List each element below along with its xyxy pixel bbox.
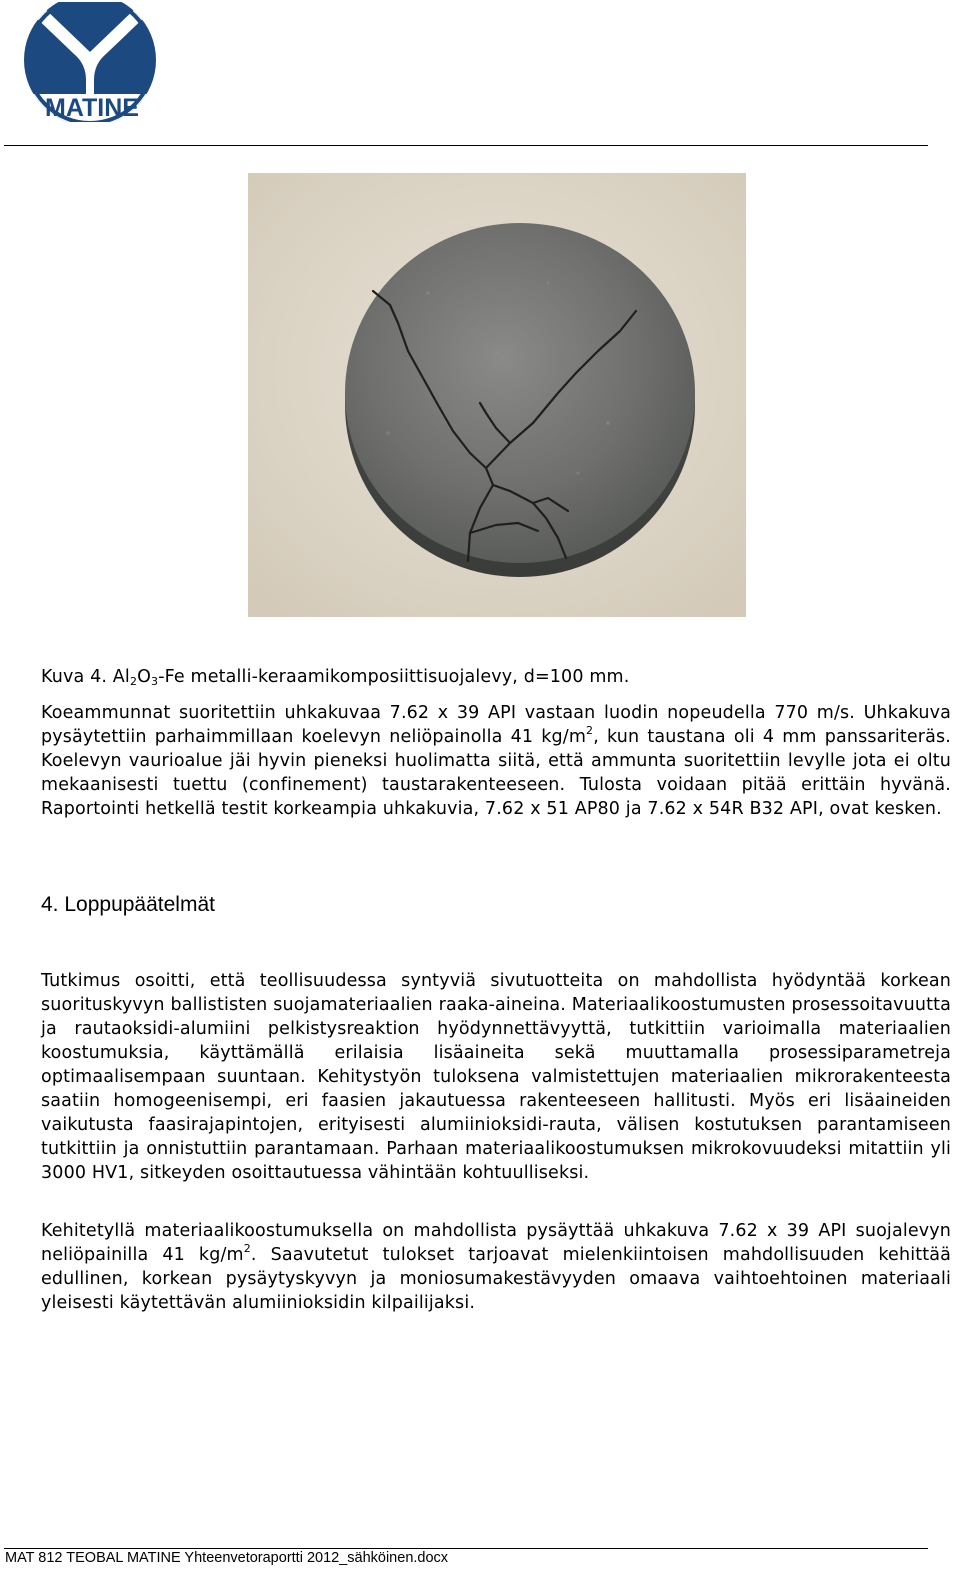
matine-logo (22, 2, 162, 122)
caption-sub-1: 2 (129, 675, 138, 688)
figure-caption (41, 665, 951, 689)
paragraph-summary-part1: Kehitetyllä materiaalikoostumuksella on mahdollista pysäyttää uhkakuva 7.62 x 39 API suojalevyn neliöpainilla 41 kg/m (41, 1221, 951, 1265)
paragraph-summary (41, 1219, 951, 1315)
caption-sub-2: 3 (151, 675, 159, 688)
caption-prefix: Kuva 4. Al (41, 667, 130, 687)
logo-text: MATINE (45, 94, 139, 122)
paragraph-results (41, 701, 951, 821)
header-divider (4, 145, 928, 146)
paragraph-results-part1: Koeammunnat suoritettiin uhkakuvaa 7.62 x 39 API vastaan luodin nopeudella 770 m/s. Uhkakuva pysäytettiin parhaimmillaan koelevyn neliöpainolla 41 kg/m (41, 703, 951, 747)
cracked-disc-photo (248, 173, 746, 617)
caption-suffix: -Fe metalli-keraamikomposiittisuojalevy, d=100 mm. (158, 667, 630, 687)
paragraph-results-part2: , kun taustana oli 4 mm panssariteräs. Koelevyn vaurioalue jäi hyvin pieneksi huolimatta siitä, että ammunta suoritettiin levylle jota ei oltu mekaanisesti tuettu (confinement) taustarakenteeseen. Tulosta voidaan pitää erittäin hyvänä. Raportointi hetkellä testit korkeampia uhkakuvia, 7.62 x 51 AP80 ja 7.62 x 54R B32 API, ovat kesken. (41, 727, 951, 819)
superscript-2: 2 (243, 1242, 251, 1255)
paragraph-summary-part2: . Saavutetut tulokset tarjoavat mielenkiintoisen mahdollisuuden kehittää edullinen, korkean pysäytyskyvyn ja moniosumakestävyyden omaava vaihtoehtoinen materiaali yleisesti käytettävän alumiinioksidin kilpailijaksi. (41, 1245, 951, 1313)
caption-mid: O (137, 667, 152, 687)
paragraph-conclusions: Tutkimus osoitti, että teollisuudessa syntyviä sivutuotteita on mahdollista hyödyntää korkean suorituskyvyn ballististen suojamateriaalien raaka-aineina. Materiaalikoostumusten prosessoitavuutta ja rautaoksidi-alumiini pelkistysreaktion hyödynnettävyyttä, tutkittiin varioimalla materiaalien koostumuksia, käyttämällä erilaisia lisäaineita sekä muuttamalla prosessiparametreja optimaalisempaan suuntaan. Kehitystyön tuloksena valmistettujen materiaalien mikrorakenteesta saatiin homogeenisempi, eri faasien jakautuessa rakenteeseen hallitusti. Myös eri lisäaineiden vaikutusta faasirajapintojen, erityisesti alumiinioksidi-rauta, välisen kostutuksen parantamiseen tutkittiin ja onnistuttiin parantamaan. Parhaan materiaalikoostumuksen mikrokovuudeksi mitattiin yli 3000 HV1, sitkeyden osoittautuessa vähintään kohtuulliseksi. (41, 971, 951, 1183)
footer-filename: MAT 812 TEOBAL MATINE Yhteenvetoraportti 2012_sähköinen.docx (5, 1550, 449, 1566)
superscript-2: 2 (586, 724, 594, 737)
section-heading: 4. Loppupäätelmät (41, 893, 215, 916)
